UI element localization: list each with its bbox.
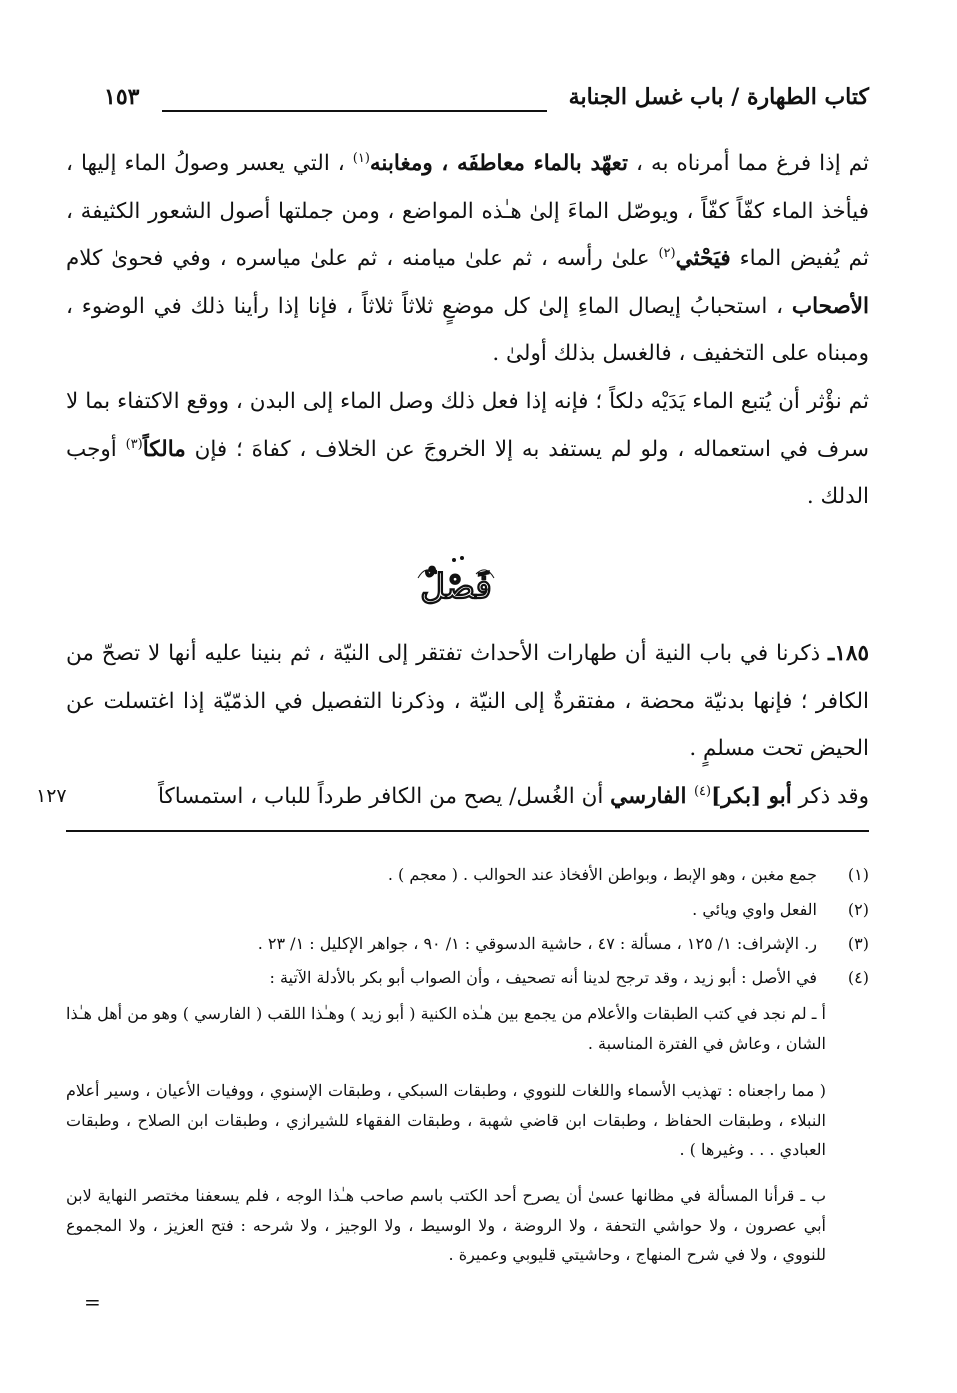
footnote-2	[84, 895, 869, 925]
footnote-text: في الأصل : أبو زيد ، وقد ترجح لدينا أنه تصحيف ، وأن الصواب أبو بكر بالأدلة الآتية :	[269, 968, 817, 987]
footnote-3	[84, 929, 869, 959]
ornament-dot	[452, 558, 456, 562]
bold-term: فيَحْثي	[675, 246, 731, 271]
footnote-number: (١)	[847, 865, 869, 884]
text-run: ، استحبابُ إيصال الماءِ إلىٰ كل موضعٍ ثلاثاً ثلاثاً ، فإنا إذا رأينا ذلك في الوضوء ، ومبناه على التخفيف ، فالغسل بذلك أولىٰ .	[66, 293, 869, 366]
footnote-1	[84, 860, 869, 890]
text-run: وقد ذكر	[791, 784, 869, 809]
chapter-title: كتاب الطهارة / باب غسل الجنابة	[568, 84, 869, 110]
text-run: ذكرنا في باب النية أن طهارات الأحداث تفتقر إلى النيّة ، ثم بنينا عليه أنها لا تصحّ من الكافر ؛ فإنها بدنيّة محضة ، مفتقرةٌ إلى النيّة ، وذكرنا التفصيل في الذمّيّة إذا اغتسلت عن الحيض تحت مسلمٍ .	[66, 641, 869, 761]
paragraph-1	[66, 140, 913, 378]
section-heading: فَصْلٌ	[420, 567, 492, 607]
text-run: أوجب الدلك .	[66, 436, 869, 509]
ornament-dot	[460, 556, 464, 560]
section-heading-ornament	[396, 548, 516, 618]
footnote-ref: (٤)	[693, 783, 712, 799]
text-run: ، التي يعسر وصولُ الماء إليها ، فيأخذ الماء كفّاً كفّاً ، ويوصّل الماءَ إلىٰ هـٰذه المواضع ، ومن جملتها أصول الشعور الكثيفة ، ثم يُفيض الماء	[66, 151, 869, 271]
bold-term: مالكاً	[142, 436, 186, 462]
footnote-number: (٣)	[847, 934, 869, 953]
bold-term: تعهّد بالماء معاطفَه ، ومغابنه	[369, 151, 629, 176]
continuation-mark: =	[84, 1290, 101, 1314]
text-run: ثم نؤْثر أن يُتبع الماء يَدَيْه دلكاً ؛ فإنه إذا فعل ذلك وصل الماء إلى البدن ، ووقع الاكتفاء بما لا سرف في استعماله ، ولو لم يستفد به إلا الخروجَ عن الخلاف ، كفاهَ ؛ فإن	[66, 389, 869, 462]
footnote-text: جمع مغبن ، وهو الإبط ، وبواطن الأفخاذ عند الحوالب . ( معجم ) .	[387, 865, 817, 884]
footnote-number: (٢)	[847, 900, 869, 919]
footnote-4-sources: ( مما راجعناه : تهذيب الأسماء واللغات للنووي ، وطبقات السبكي ، وطبقات الإسنوي ، ووفيات الأعيان ، وسير أعلام النبلاء ، وطبقات الحفاظ ، وطبقات ابن قاضي شهبة ، وطبقات الفقهاء للشيرازي ، وطبقات ابن الصلاح ، وطبقات العبادي . . . وغيرها ) .	[66, 1081, 827, 1159]
footnote-ref: (١)	[352, 150, 370, 166]
footnote-4-point-a: أ ـ لم نجد في كتب الطبقات والأعلام من يجمع بين هـٰذه الكنية ( أبو زيد ) وهـٰذا اللقب ( الفارسي ) وهو من أهل هـٰذا الشان ، وعاش في الفترة المناسبة .	[66, 1004, 827, 1053]
bold-term: الفارسي	[610, 784, 694, 809]
text-run: علىٰ رأسه ، ثم علىٰ ميامنه ، ثم علىٰ مياسره ، وفي فحوىٰ كلام	[66, 246, 659, 271]
footnote-4	[84, 963, 869, 993]
paragraph-3	[66, 630, 913, 773]
paragraph-4	[66, 773, 913, 821]
paragraph-number: ١٨٥ـ	[828, 641, 869, 666]
footnote-text: ر. الإشراف: ١/ ١٢٥ ، مسألة : ٤٧ ، حاشية الدسوقي : ١/ ٩٠ ، جواهر الإكليل : ١/ ٢٣ .	[257, 934, 817, 953]
paragraph-2	[66, 378, 913, 521]
bold-term: الأصحاب	[791, 293, 869, 319]
footnote-ref: (٣)	[125, 436, 143, 452]
text-run: أن الغُسل/ يصح من الكافر طرداً للباب ، استمساكاً	[157, 784, 611, 809]
margin-manuscript-number: ١٢٧	[36, 785, 67, 807]
running-header	[104, 84, 869, 124]
header-rule	[162, 110, 547, 112]
page-number: ١٥٣	[104, 84, 140, 110]
footnote-text: الفعل واوي ويائي .	[692, 900, 817, 919]
footnote-separator	[66, 830, 869, 832]
footnote-ref: (٢)	[658, 245, 676, 261]
footnote-4-point-b: ب ـ قرأنا المسألة في مظانها عسىٰ أن يصرح أحد الكتب باسم صاحب هـٰذا الوجه ، فلم يسعفنا مختصر النهاية لابن أبي عصرون ، ولا حواشي التحفة ، ولا الروضة ، ولا الوسيط ، ولا الوجيز ، ولا شرحه : فتح العزيز ، ولا المجموع للنووي ، ولا في شرح المنهاج ، وحاشيتي قليوبي وعميرة .	[66, 1186, 827, 1264]
bold-term: أبو [بكر]	[711, 784, 792, 809]
footnote-number: (٤)	[847, 968, 869, 987]
text-run: ثم إذا فرغ مما أمرناه به ،	[628, 151, 869, 176]
